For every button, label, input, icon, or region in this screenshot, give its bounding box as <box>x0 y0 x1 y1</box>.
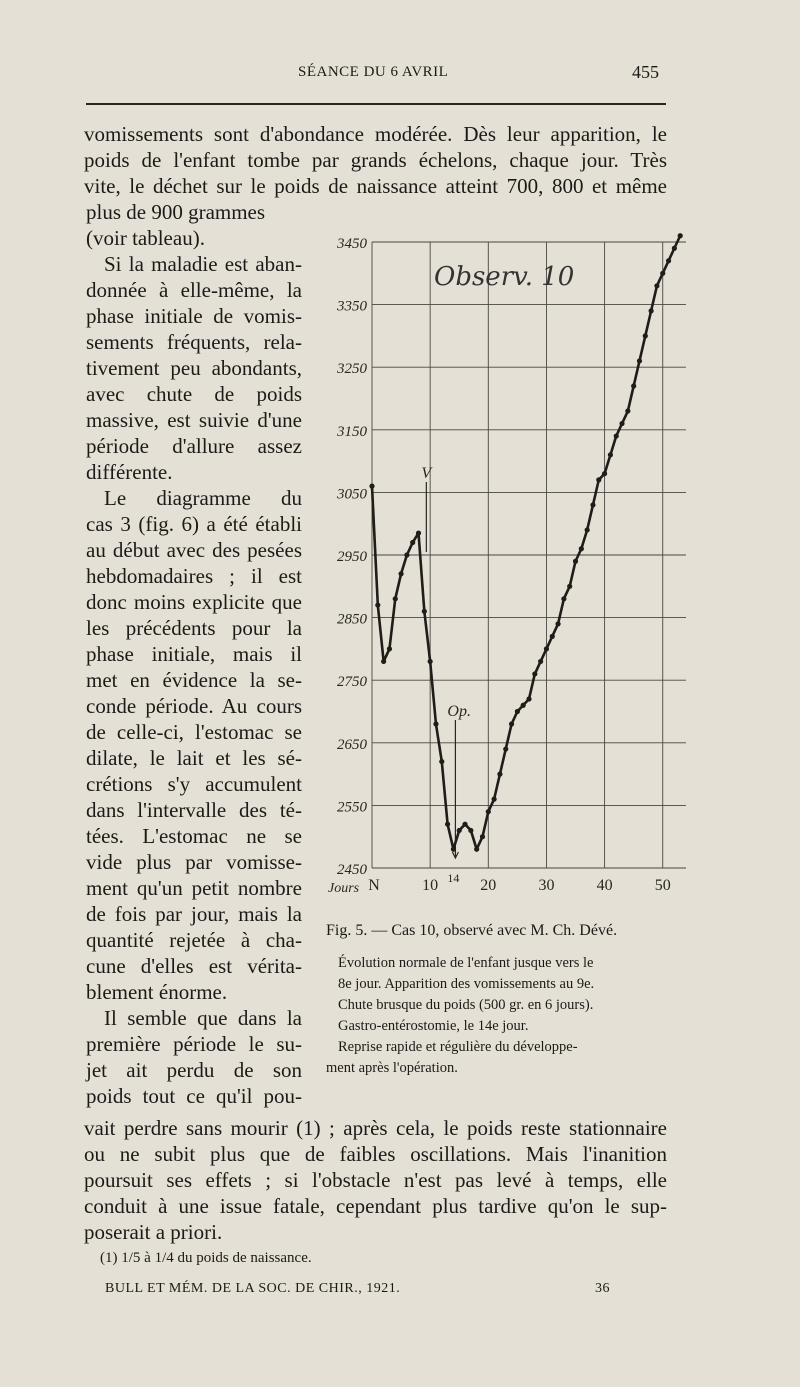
data-point <box>492 797 497 802</box>
data-point <box>625 408 630 413</box>
text-line: vite, le déchet sur le poids de naissance atteint 700, 800 et même <box>84 174 667 198</box>
text-line: poids tout ce qu'il pou- <box>86 1084 302 1108</box>
data-point <box>619 421 624 426</box>
text-line: massive, est suivie d'une <box>86 408 302 432</box>
page-number: 455 <box>632 62 659 82</box>
text-line: Le diagramme du <box>104 486 302 510</box>
data-point <box>480 834 485 839</box>
data-point <box>521 703 526 708</box>
data-point <box>649 308 654 313</box>
data-point <box>387 646 392 651</box>
data-point <box>678 233 683 238</box>
data-point <box>631 383 636 388</box>
x-tick-label: 10 <box>422 877 439 894</box>
caption-line: 8e jour. Apparition des vomissements au 9e. <box>338 976 595 992</box>
footer-journal: BULL ET MÉM. DE LA SOC. DE CHIR., 1921. <box>105 1281 401 1296</box>
data-point <box>393 596 398 601</box>
data-point <box>468 828 473 833</box>
text-line: sements fréquents, rela- <box>86 330 302 354</box>
data-point <box>439 759 444 764</box>
data-point <box>602 471 607 476</box>
chart-title: Observ. 10 <box>434 262 575 292</box>
figure-caption-title: Fig. 5. — Cas 10, observé avec M. Ch. Dévé. <box>326 922 618 939</box>
weight-chart <box>318 222 690 902</box>
annotation-label: Op. <box>447 703 471 720</box>
text-line: poids de l'enfant tombe par grands échelons, chaque jour. Très <box>84 148 667 172</box>
text-line: dans l'intervalle des té- <box>86 798 302 822</box>
text-line: vomissements sont d'abondance modérée. Dès leur apparition, le <box>84 122 667 146</box>
data-point <box>643 333 648 338</box>
y-tick-label: 3150 <box>337 423 367 440</box>
text-line: poserait a priori. <box>84 1220 223 1244</box>
caption-line: Évolution normale de l'enfant jusque vers le <box>338 955 594 971</box>
x-tick-label: 40 <box>596 877 613 894</box>
data-point <box>515 709 520 714</box>
data-point <box>457 828 462 833</box>
data-point <box>672 246 677 251</box>
data-point <box>561 596 566 601</box>
data-point <box>410 540 415 545</box>
header-rule <box>86 103 666 105</box>
y-tick-label: 3450 <box>337 236 367 252</box>
text-line: conde période. Au cours <box>86 694 302 718</box>
text-line: tivement peu abondants, <box>86 356 302 380</box>
x-axis-label: Jours <box>328 881 360 896</box>
text-line: période d'allure assez <box>86 434 302 458</box>
text-line: vait perdre sans mourir (1) ; après cela, le poids reste stationnaire <box>84 1116 667 1140</box>
x-tick-labels <box>368 871 671 894</box>
text-line: de celle-ci, l'estomac se <box>86 720 302 744</box>
text-line: quantité rejetée à cha- <box>86 928 302 952</box>
y-tick-label: 2750 <box>337 674 367 691</box>
data-point <box>509 721 514 726</box>
data-point <box>573 559 578 564</box>
text-line: plus de 900 grammes <box>86 200 266 224</box>
text-line: conduit à une issue fatale, cependant plus tardive qu'on le sup- <box>84 1194 667 1218</box>
x-tick-label: 20 <box>480 877 497 894</box>
text-line: dilate, le lait et les sé- <box>86 746 302 770</box>
text-line: phase initiale, mais il <box>86 642 302 666</box>
data-point <box>422 609 427 614</box>
data-point <box>654 283 659 288</box>
text-line: poursuit ses effets ; si l'obstacle n'est pas levé à temps, elle <box>84 1168 667 1192</box>
text-line: blement énorme. <box>86 980 228 1004</box>
data-point <box>660 271 665 276</box>
data-point <box>486 809 491 814</box>
text-line: différente. <box>86 460 173 484</box>
data-point <box>369 484 374 489</box>
text-line: tées. L'estomac ne se <box>86 824 302 848</box>
data-point <box>596 477 601 482</box>
data-point <box>550 634 555 639</box>
page-header <box>0 62 800 88</box>
data-point <box>544 646 549 651</box>
text-line: phase initiale de vomis- <box>86 304 302 328</box>
y-tick-label: 2950 <box>337 549 367 565</box>
data-point <box>497 772 502 777</box>
text-line: avec chute de poids <box>86 382 302 406</box>
y-tick-label: 2550 <box>337 799 367 816</box>
data-point <box>538 659 543 664</box>
data-point <box>526 696 531 701</box>
x-tick-label: 30 <box>538 877 555 894</box>
text-line: hebdomadaires ; il est <box>86 564 302 588</box>
text-line: vide plus par vomisse- <box>86 850 302 874</box>
footnote: (1) 1/5 à 1/4 du poids de naissance. <box>100 1250 312 1266</box>
data-point <box>590 502 595 507</box>
text-line: jet ait perdu de son <box>86 1058 302 1082</box>
data-point <box>375 602 380 607</box>
text-line: met en évidence la se- <box>86 668 302 692</box>
data-point <box>398 571 403 576</box>
data-point <box>462 822 467 827</box>
text-line: au début avec des pesées <box>86 538 302 562</box>
caption-line: Chute brusque du poids (500 gr. en 6 jours). <box>338 997 594 1013</box>
y-tick-label: 2650 <box>337 736 367 753</box>
data-point <box>433 721 438 726</box>
x-tick-label: 14 <box>447 871 460 885</box>
text-line: ou ne subit plus que de faibles oscillations. Mais l'inanition <box>84 1142 667 1166</box>
series-line <box>372 236 680 849</box>
data-point <box>585 527 590 532</box>
data-point <box>608 452 613 457</box>
data-point <box>579 546 584 551</box>
x-tick-label: N <box>368 877 380 894</box>
y-tick-label: 3350 <box>337 298 367 315</box>
text-line: ment qu'un petit nombre <box>86 876 302 900</box>
y-tick-label: 2450 <box>337 862 367 878</box>
text-line: Si la maladie est aban- <box>104 252 302 276</box>
text-line: les précédents pour la <box>86 616 302 640</box>
running-title: SÉANCE DU 6 AVRIL <box>298 64 449 80</box>
caption-line: Reprise rapide et régulière du développe- <box>338 1039 578 1055</box>
x-tick-label: 50 <box>654 877 671 894</box>
data-point <box>614 433 619 438</box>
y-tick-label: 3250 <box>337 361 367 378</box>
text-line: Il semble que dans la <box>104 1006 302 1030</box>
chart-series <box>369 233 682 852</box>
y-tick-labels <box>336 236 368 878</box>
text-line: première période le su- <box>86 1032 302 1056</box>
data-point <box>567 584 572 589</box>
annotation-label: V <box>421 465 432 482</box>
data-point <box>532 671 537 676</box>
data-point <box>666 258 671 263</box>
caption-line: Gastro-entérostomie, le 14e jour. <box>338 1018 529 1034</box>
text-line: donc moins explicite que <box>86 590 302 614</box>
caption-line: ment après l'opération. <box>326 1060 458 1076</box>
text-line: de fois par jour, mais la <box>86 902 302 926</box>
data-point <box>381 659 386 664</box>
footer-signature: 36 <box>595 1281 610 1296</box>
text-line: (voir tableau). <box>86 226 205 250</box>
data-point <box>555 621 560 626</box>
text-line: cune d'elles est vérita- <box>86 954 302 978</box>
y-tick-label: 2850 <box>337 611 367 628</box>
data-point <box>474 847 479 852</box>
text-line: cas 3 (fig. 6) a été établi <box>86 512 302 536</box>
data-point <box>416 530 421 535</box>
data-point <box>503 746 508 751</box>
text-line: donnée à elle-même, la <box>86 278 302 302</box>
data-point <box>451 847 456 852</box>
y-tick-label: 3050 <box>337 486 367 503</box>
data-point <box>428 659 433 664</box>
data-point <box>404 552 409 557</box>
data-point <box>637 358 642 363</box>
data-point <box>445 822 450 827</box>
text-line: crétions s'y accumulent <box>86 772 302 796</box>
